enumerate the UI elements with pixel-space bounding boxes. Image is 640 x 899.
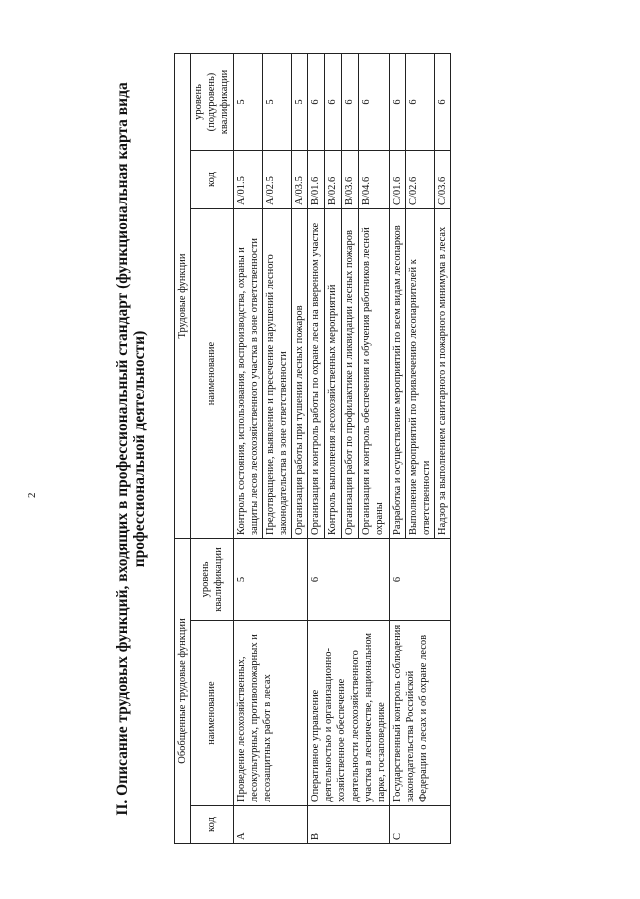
group-code: C	[389, 806, 451, 844]
header-sub-name: наименование	[191, 209, 233, 539]
function-level: 5	[233, 53, 262, 150]
header-code: код	[191, 806, 233, 844]
function-name: Организация и контроль работы по охране леса на вверенном участке	[308, 209, 325, 539]
function-level: 5	[262, 53, 291, 150]
function-code: B/04.6	[359, 151, 390, 209]
function-name: Предотвращение, выявление и пресечение нарушений лесного законодательства в зоне ответственности	[262, 209, 291, 539]
function-name: Разработка и осуществление мероприятий по всем видам лесопарков	[389, 209, 405, 539]
function-code: C/01.6	[389, 151, 405, 209]
function-name: Контроль выполнения лесохозяйственных мероприятий	[325, 209, 342, 539]
function-name: Организация работ по профилактике и ликвидации лесных пожаров	[342, 209, 359, 539]
function-name: Организация работы при тушении лесных пожаров	[292, 209, 308, 539]
header-level: уровень квалификации	[191, 539, 233, 621]
function-code: A/03.5	[292, 151, 308, 209]
functional-map-table	[174, 53, 451, 844]
function-level: 6	[359, 53, 390, 150]
function-level: 6	[406, 53, 435, 150]
table-row	[233, 53, 262, 843]
function-level: 6	[389, 53, 405, 150]
header-row-2	[191, 53, 233, 843]
function-code: A/02.5	[262, 151, 291, 209]
function-level: 6	[342, 53, 359, 150]
group-name: Государственный контроль соблюдения законодательства Российской Федерации о лесах и об охране лесов	[389, 621, 451, 806]
group-level: 5	[233, 539, 308, 621]
rotated-page-content	[114, 54, 544, 844]
function-code: A/01.5	[233, 151, 262, 209]
function-name: Надзор за выполнением санитарного и пожарного минимума в лесах	[435, 209, 451, 539]
function-level: 6	[325, 53, 342, 150]
table-row	[389, 53, 405, 843]
header-generalized-functions: Обобщенные трудовые функции	[175, 539, 191, 844]
group-name: Оперативное управление деятельностью и организационно-хозяйственное обеспечение деятельности лесохозяйственного участка в лесничестве, национальном парке, госзаповеднике	[308, 621, 390, 806]
function-name: Выполнение мероприятий по привлечению лесопарнителей к ответственности	[406, 209, 435, 539]
function-level: 5	[292, 53, 308, 150]
function-code: B/01.6	[308, 151, 325, 209]
group-code: B	[308, 806, 390, 844]
function-level: 6	[435, 53, 451, 150]
function-code: B/02.6	[325, 151, 342, 209]
section-heading	[114, 54, 174, 844]
group-level: 6	[308, 539, 390, 621]
function-code: B/03.6	[342, 151, 359, 209]
group-name: Проведение лесохозяйственных, лесокультурных, противопожарных и лесозащитных работ в лесах	[233, 621, 308, 806]
header-sub-level: уровень (подуровень) квалификации	[191, 53, 233, 150]
heading-line-1: II. Описание трудовых функций, входящих в профессиональный стандарт (функциональная карта вида	[114, 82, 131, 816]
page-number: 2	[26, 492, 38, 498]
header-name: наименование	[191, 621, 233, 806]
function-name: Организация и контроль обеспечения и обучения работников лесной охраны	[359, 209, 390, 539]
function-code: C/03.6	[435, 151, 451, 209]
function-level: 6	[308, 53, 325, 150]
header-labor-functions: Трудовые функции	[175, 53, 191, 538]
table-row	[308, 53, 325, 843]
heading-line-2: профессиональной деятельности)	[131, 330, 149, 568]
function-name: Контроль состояния, использования, воспроизводства, охраны и защиты лесов лесохозяйственного участка в зоне ответственности	[233, 209, 262, 539]
header-sub-code: код	[191, 151, 233, 209]
function-code: C/02.6	[406, 151, 435, 209]
header-row-1	[175, 53, 191, 843]
group-code: A	[233, 806, 308, 844]
group-level: 6	[389, 539, 451, 621]
